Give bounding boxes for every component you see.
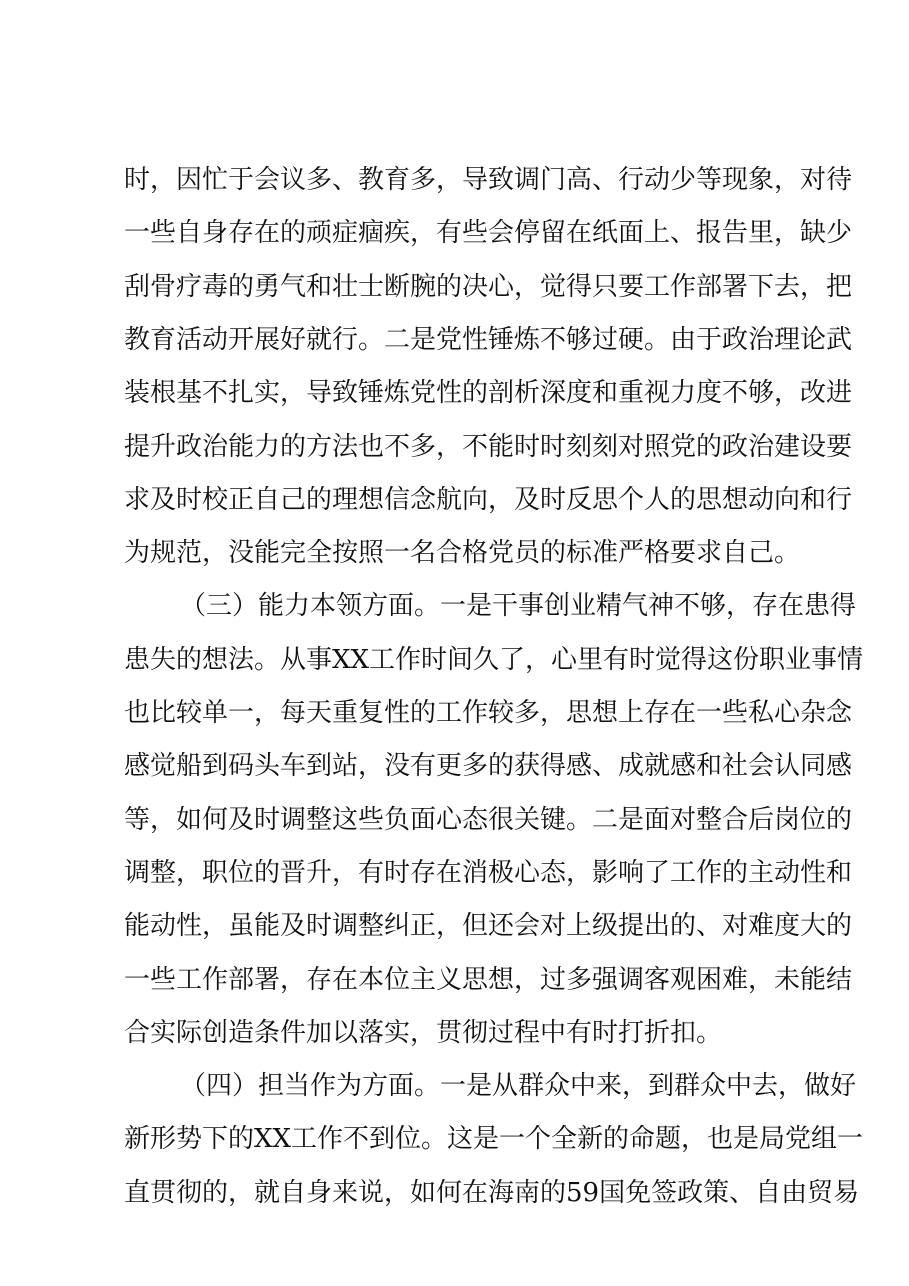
text-line-8: 为规范，没能完全按照一名合格党员的标准严格要求自己。 <box>124 538 801 568</box>
text-line-11: 也比较单一，每天重复性的工作较多，思想上存在一些私心杂念 <box>124 698 853 728</box>
text-line-20: 直贯彻的，就自身来说，如何在海南的59国免签政策、自由贸易 <box>124 1178 860 1208</box>
text-line-19: 新形势下的XX工作不到位。这是一个全新的命题，也是局党组一 <box>124 1124 864 1154</box>
text-line-7: 求及时校正自己的理想信念航向，及时反思个人的思想动向和行 <box>124 485 853 515</box>
text-line-6: 提升政治能力的方法也不多，不能时时刻刻对照党的政治建设要 <box>124 432 853 462</box>
text-line-13: 等，如何及时调整这些负面心态很关键。二是面对整合后岗位的 <box>124 805 853 835</box>
text-line-4: 教育活动开展好就行。二是党性锤炼不够过硬。由于政治理论武 <box>124 325 853 355</box>
section-heading-4: （四）担当作为方面。一是从群众中来，到群众中去，做好 <box>180 1071 857 1101</box>
text-line-12: 感觉船到码头车到站，没有更多的获得感、成就感和社会认同感 <box>124 751 853 781</box>
text-line-5: 装根基不扎实，导致锤炼党性的剖析深度和重视力度不够，改进 <box>124 378 853 408</box>
text-line-1: 时，因忙于会议多、教育多，导致调门高、行动少等现象，对待 <box>124 165 853 195</box>
text-line-15: 能动性，虽能及时调整纠正，但还会对上级提出的、对难度大的 <box>124 911 853 941</box>
text-line-10: 患失的想法。从事XX工作时间久了，心里有时觉得这份职业事情 <box>124 645 864 675</box>
text-line-3: 刮骨疗毒的勇气和壮士断腕的决心，觉得只要工作部署下去，把 <box>124 272 853 302</box>
text-line-14: 调整，职位的晋升，有时存在消极心态，影响了工作的主动性和 <box>124 858 853 888</box>
section-heading-3: （三）能力本领方面。一是干事创业精气神不够，存在患得 <box>180 591 857 621</box>
text-line-16: 一些工作部署，存在本位主义思想，过多强调客观困难，未能结 <box>124 965 853 995</box>
text-line-2: 一些自身存在的顽症痼疾，有些会停留在纸面上、报告里，缺少 <box>124 218 853 248</box>
text-line-17: 合实际创造条件加以落实，贯彻过程中有时打折扣。 <box>124 1018 723 1048</box>
